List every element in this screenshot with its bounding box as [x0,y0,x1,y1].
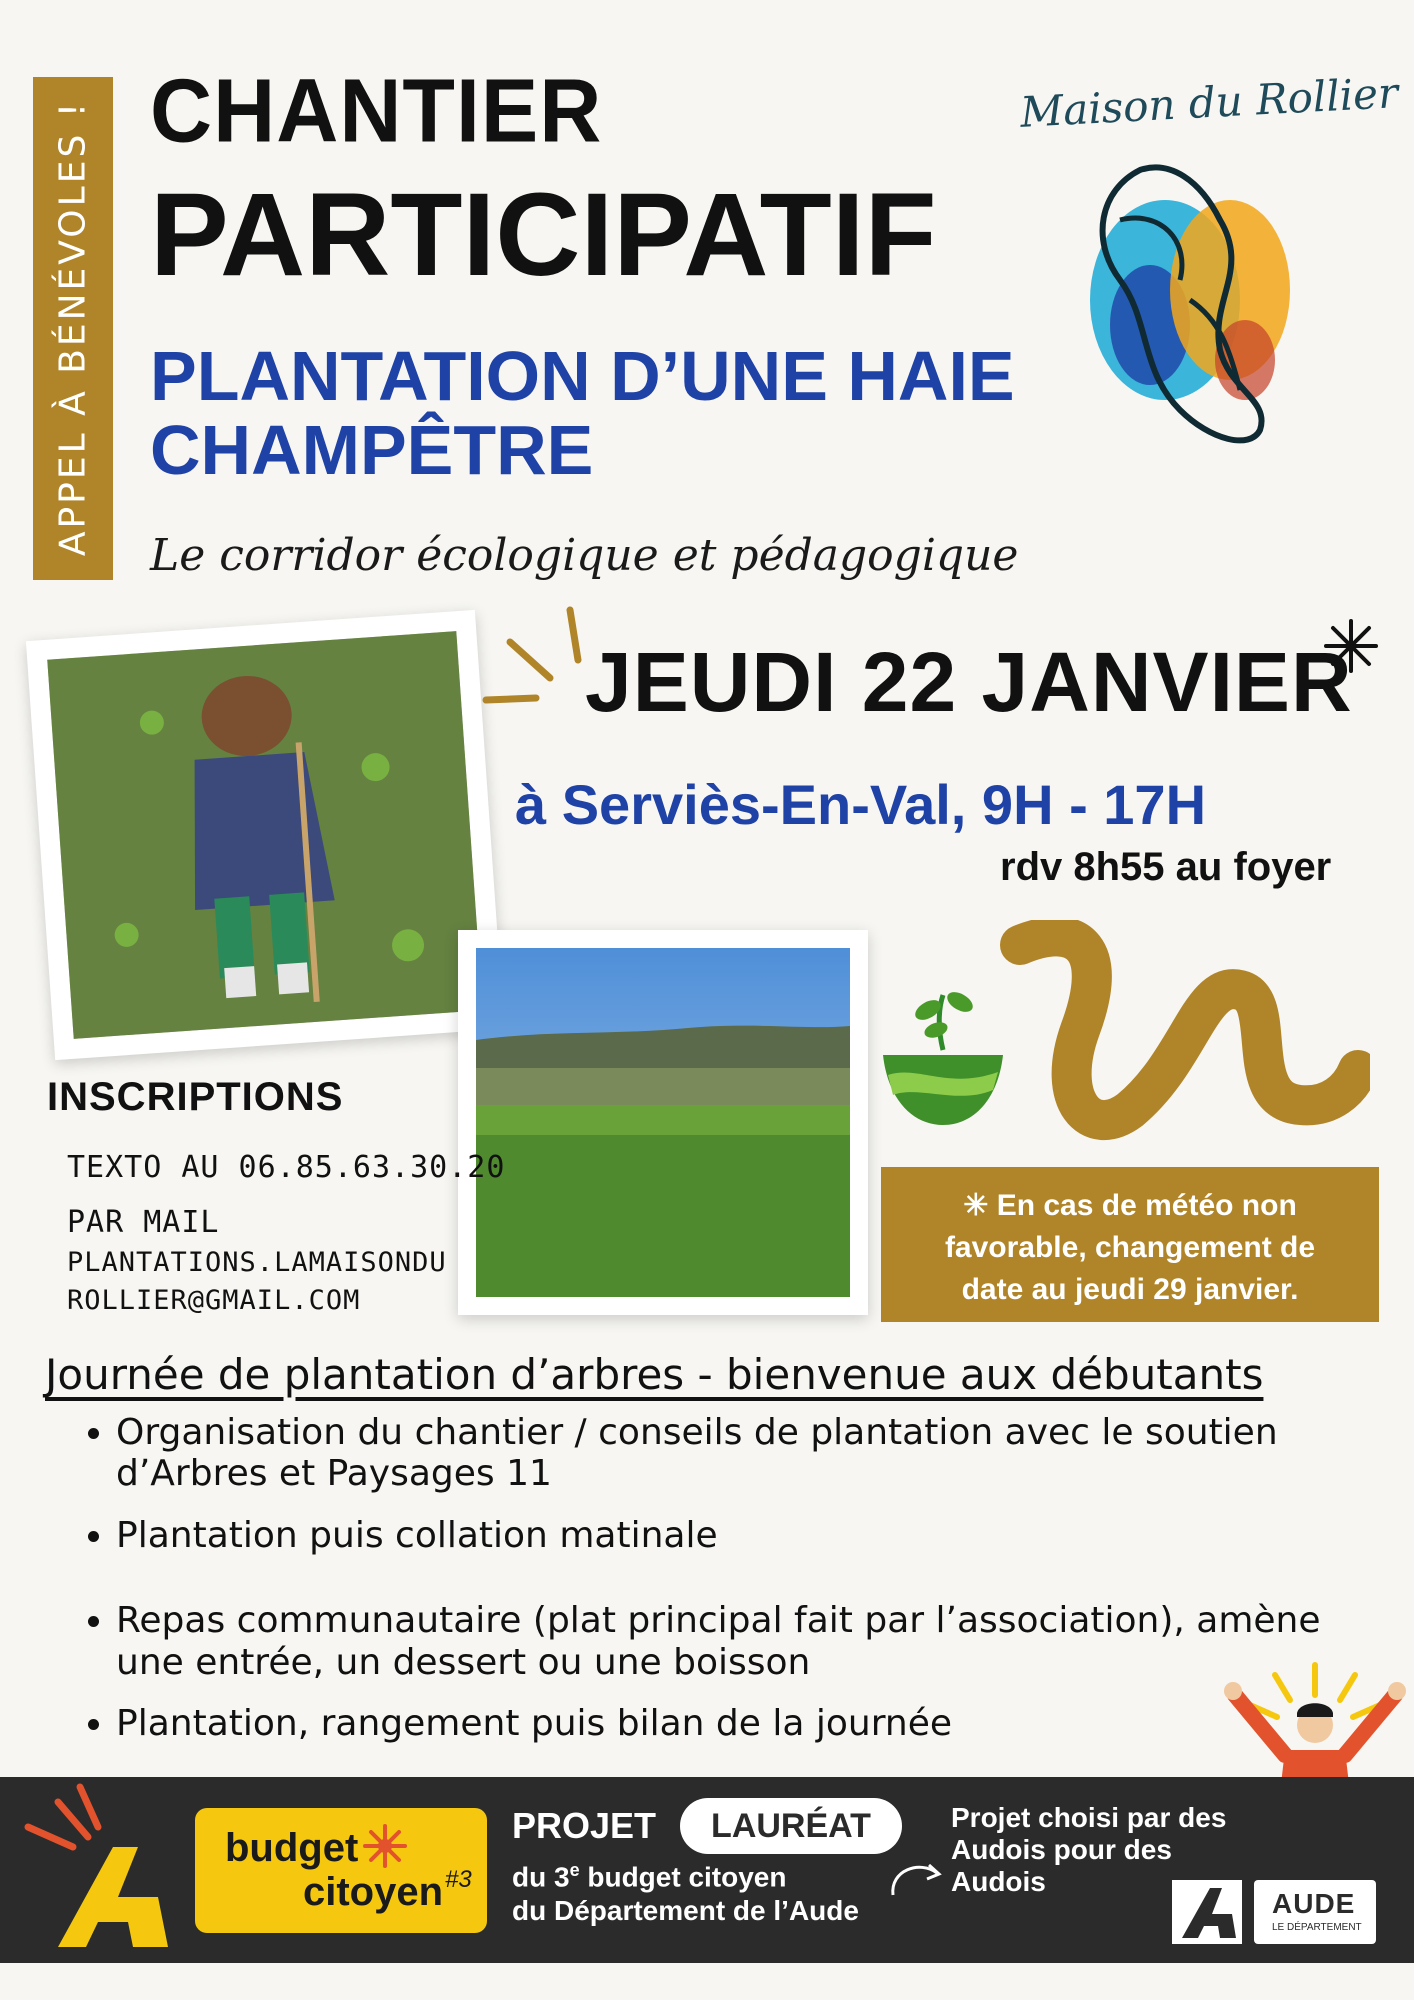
program-list [80,1412,1376,1764]
asterisk-icon [1322,617,1380,675]
subtitle [150,337,1015,489]
program-item: • Organisation du chantier / conseils de plantation avec le soutien d’Arbres et Paysages 11 [116,1412,1376,1495]
subtitle-line-2: CHAMPÊTRE [150,410,594,489]
side-banner-text: APPEL À BÉNÉVOLES ! [52,99,94,557]
program-title: Journée de plantation d’arbres - bienvenue aux débutants [45,1350,1264,1399]
program-item: • Repas communautaire (plat principal fait par l’association), amène une entrée, un dessert ou une boisson [116,1600,1376,1683]
weather-notice-line-1 [881,1185,1379,1227]
aude-emblem-icon [1172,1880,1242,1944]
photo-landscape-image [458,930,868,1315]
event-place-time: à Serviès-En-Val, 9H - 17H [515,773,1207,836]
program-item: • Plantation puis collation matinale [116,1515,1376,1556]
star-icon: ✳ [963,1189,997,1222]
aude-label: AUDE [1272,1888,1356,1919]
footer-subline-1-b: budget citoyen [587,1861,787,1893]
roller-bird-logo [1080,150,1330,460]
footer-subline-1-a: du 3 [512,1861,570,1893]
event-date: JEUDI 22 JANVIER [585,635,1353,729]
inscriptions-mail-line-1: PLANTATIONS.LAMAISONDU [67,1247,447,1278]
inscriptions-sms: TEXTO AU 06.85.63.30.20 [67,1150,506,1185]
budget-label: budget [225,1826,359,1870]
footer-subline-2: du Département de l’Aude [512,1895,859,1926]
weather-notice-line-1-text: En cas de météo non [996,1189,1297,1222]
inscriptions-mail-label: PAR MAIL [67,1205,220,1240]
title-line-2: PARTICIPATIF [150,169,937,301]
citoyen-label: citoyen [303,1870,444,1914]
budget-citoyen-logo [195,1808,487,1933]
footer-subline-1 [512,1860,786,1893]
organization-name: Maison du Rollier [1018,68,1400,137]
tagline: Le corridor écologique et pédagogique [150,530,1019,581]
plant-bowl-icon [878,980,1008,1130]
sun-icon [363,1824,407,1868]
photo-child-planting-image [26,610,504,1060]
weather-notice-line-3: date au jeudi 29 janvier. [961,1273,1299,1306]
meeting-time: rdv 8h55 au foyer [1000,845,1332,889]
side-banner [33,77,113,580]
sparkle-lines-icon [478,600,588,720]
footer-chosen-text: Projet choisi par des Audois pour des Audois [951,1802,1227,1898]
curved-arrow-icon [885,1855,945,1905]
title-line-1: CHANTIER [150,60,603,162]
aude-sub-label: LE DÉPARTEMENT [1272,1922,1362,1933]
laureat-badge: LAURÉAT [680,1798,902,1854]
footer-subline-1-sup: e [569,1860,580,1880]
subtitle-line-1: PLANTATION D’UNE HAIE [150,337,1015,415]
weather-notice [881,1167,1379,1322]
aude-department-logo [1254,1880,1376,1944]
program-item: • Plantation, rangement puis bilan de la journée [116,1703,1376,1744]
weather-notice-line-2: favorable, changement de [944,1231,1316,1264]
inscriptions-mail-line-2: ROLLIER@GMAIL.COM [67,1285,361,1316]
aude-arrow-logo [18,1777,178,1963]
photo-landscape [458,930,868,1315]
inscriptions-title: INSCRIPTIONS [47,1075,344,1119]
photo-child-planting [26,610,504,1060]
projet-label: PROJET [512,1805,657,1846]
budget-edition: #3 [445,1866,472,1893]
decorative-squiggle [1000,920,1370,1150]
